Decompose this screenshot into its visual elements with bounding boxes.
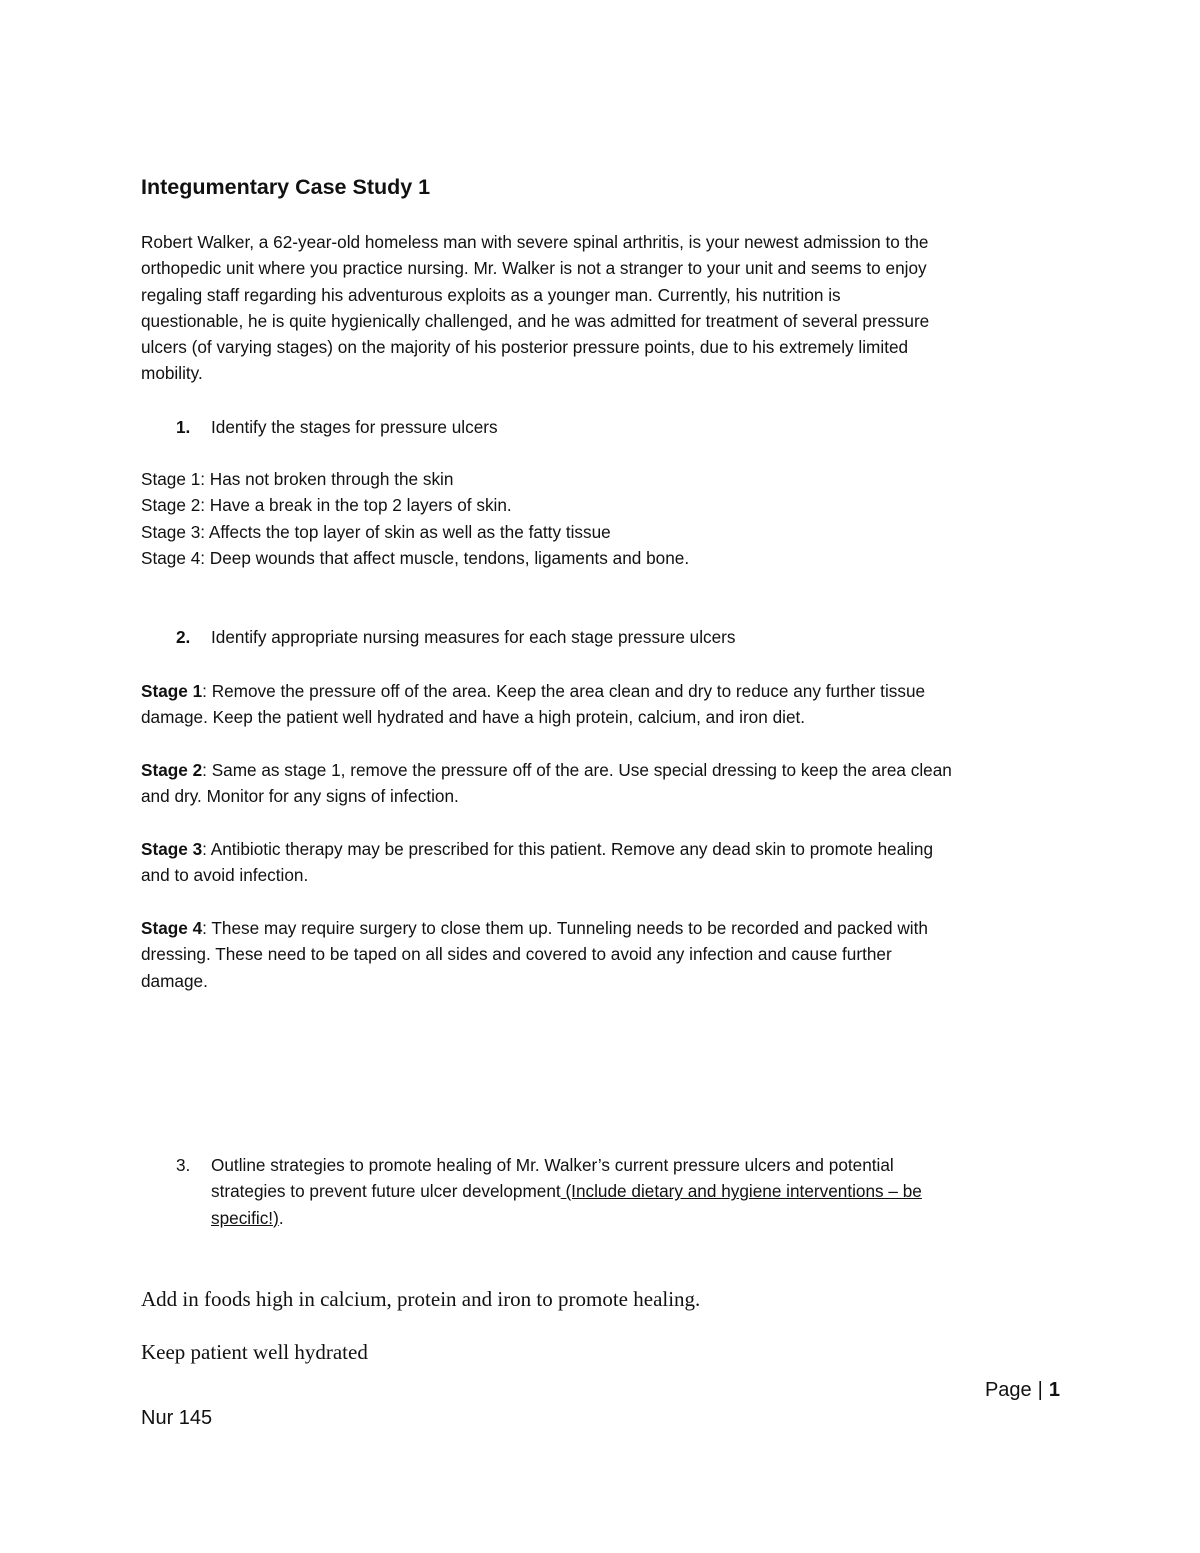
measure-text: and to avoid infection.	[141, 865, 309, 886]
question-1	[176, 414, 498, 440]
question-2	[176, 624, 736, 650]
page-label: Page	[984, 1379, 1032, 1401]
measure-text: : Remove the pressure off of the area. Keep the area clean and dry to reduce any further tissue	[202, 681, 926, 701]
measure-text: : Antibiotic therapy may be prescribed for this patient. Remove any dead skin to promote healing	[202, 839, 934, 859]
case-intro-paragraph	[141, 229, 1071, 387]
intro-line: Robert Walker, a 62-year-old homeless man with severe spinal arthritis, is your newest admission to the	[141, 232, 929, 252]
question-3-underlined: (Include dietary and hygiene interventions – be	[560, 1181, 922, 1202]
question-3-underlined: specific!)	[211, 1207, 279, 1228]
question-3-line: .	[278, 1207, 284, 1228]
course-footer: Nur 145	[141, 1407, 213, 1429]
stage-item: Stage 2: Have a break in the top 2 layers of skin.	[141, 495, 512, 516]
intro-line: regaling staff regarding his adventurous exploits as a younger man. Currently, his nutrition is	[141, 284, 841, 305]
page-number-footer	[985, 1376, 1060, 1404]
question-1-number: 1.	[176, 417, 191, 437]
measure-label: Stage 1	[141, 681, 203, 701]
intro-line: mobility.	[141, 363, 203, 384]
page-number: 1	[1048, 1379, 1060, 1401]
measure-label: Stage 4	[141, 918, 203, 938]
measure-text: : Same as stage 1, remove the pressure off of the are. Use special dressing to keep the area clean	[202, 760, 952, 780]
question-2-number: 2.	[176, 627, 191, 647]
measure-text: and dry. Monitor for any signs of infection.	[141, 786, 459, 807]
question-1-text: Identify the stages for pressure ulcers	[211, 417, 498, 437]
measure-text: damage.	[141, 970, 208, 991]
stage-item: Stage 1: Has not broken through the skin	[141, 469, 454, 489]
intro-line: orthopedic unit where you practice nursing. Mr. Walker is not a stranger to your unit and seems to enjoy	[141, 258, 927, 279]
intro-line: questionable, he is quite hygienically challenged, and he was admitted for treatment of several pressure	[141, 310, 930, 331]
measure-label: Stage 3	[141, 839, 203, 859]
question-3-line: strategies to prevent future ulcer development	[211, 1181, 561, 1202]
measure-stage-3	[141, 836, 1071, 889]
stage-list	[141, 466, 689, 572]
document-title: Integumentary Case Study 1	[141, 175, 431, 199]
answer-line: Add in foods high in calcium, protein and iron to promote healing.	[141, 1287, 701, 1311]
stage-item: Stage 3: Affects the top layer of skin as well as the fatty tissue	[141, 521, 611, 542]
question-2-text: Identify appropriate nursing measures for each stage pressure ulcers	[211, 627, 736, 647]
measure-text: damage. Keep the patient well hydrated and have a high protein, calcium, and iron diet.	[141, 707, 806, 728]
question-3-number: 3.	[176, 1155, 191, 1175]
stage-item: Stage 4: Deep wounds that affect muscle, tendons, ligaments and bone.	[141, 548, 690, 569]
measure-text: : These may require surgery to close them up. Tunneling needs to be recorded and packed with	[202, 918, 928, 938]
measure-label: Stage 2	[141, 760, 203, 780]
question-3-line: Outline strategies to promote healing of Mr. Walker’s current pressure ulcers and potential	[211, 1155, 894, 1175]
measure-stage-4	[141, 915, 1071, 994]
answer-line: Keep patient well hydrated	[141, 1340, 368, 1364]
intro-line: ulcers (of varying stages) on the majority of his posterior pressure points, due to his extremely limited	[141, 337, 909, 358]
measure-stage-1	[141, 678, 1071, 731]
measure-stage-2	[141, 757, 1071, 810]
page-separator: |	[1037, 1379, 1043, 1401]
measure-text: dressing. These need to be taped on all sides and covered to avoid any infection and cause further	[141, 944, 892, 965]
